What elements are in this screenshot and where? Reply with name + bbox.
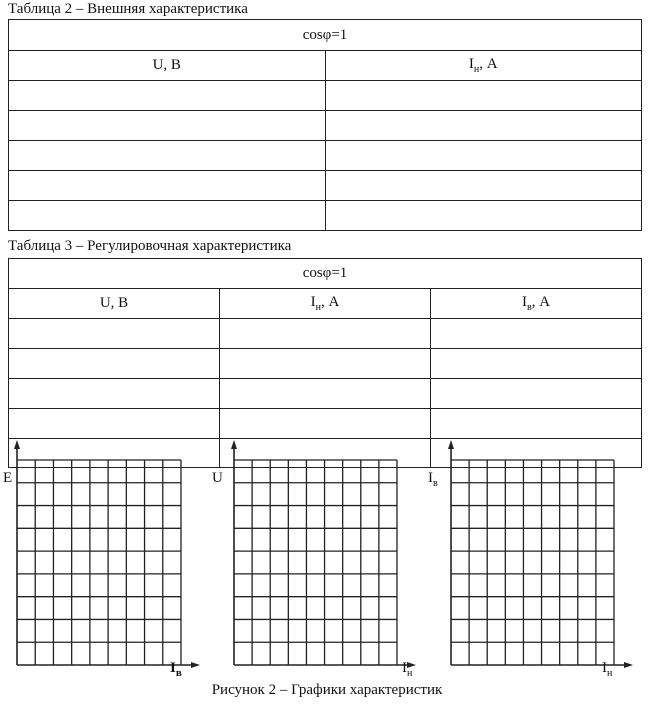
- graph2-y-label: U: [212, 470, 223, 486]
- table2-header-u: U, B: [9, 51, 326, 81]
- table3-header-u: U, B: [9, 289, 220, 319]
- graph3-x-label: $I_н$: [602, 660, 613, 679]
- table3-condition: cosφ=1: [9, 259, 642, 289]
- graph3-y-label: $I_в$: [428, 470, 438, 489]
- graph1-y-label: E: [3, 470, 13, 486]
- table3-title: Таблица 3 – Регулировочная характеристика: [8, 238, 292, 254]
- graph2-x-label: $I_н$: [402, 660, 413, 679]
- graph1-x-label: $I_в$: [170, 660, 182, 679]
- table2-condition: cosφ=1: [9, 20, 642, 51]
- figure-caption: Рисунок 2 – Графики характеристик: [211, 682, 443, 698]
- y-axis-arrow-icon: [14, 440, 20, 449]
- table3-header-iv: $I_в$, A: [431, 289, 642, 319]
- x-axis-arrow-icon: [191, 662, 200, 668]
- table2-title: Таблица 2 – Внешняя характеристика: [8, 1, 248, 17]
- y-axis-arrow-icon: [448, 440, 454, 449]
- table3-header-in: $I_н$, A: [220, 289, 431, 319]
- x-axis-arrow-icon: [624, 662, 633, 668]
- table2-header-in: $I_н$, A: [325, 51, 642, 81]
- y-axis-arrow-icon: [231, 440, 237, 449]
